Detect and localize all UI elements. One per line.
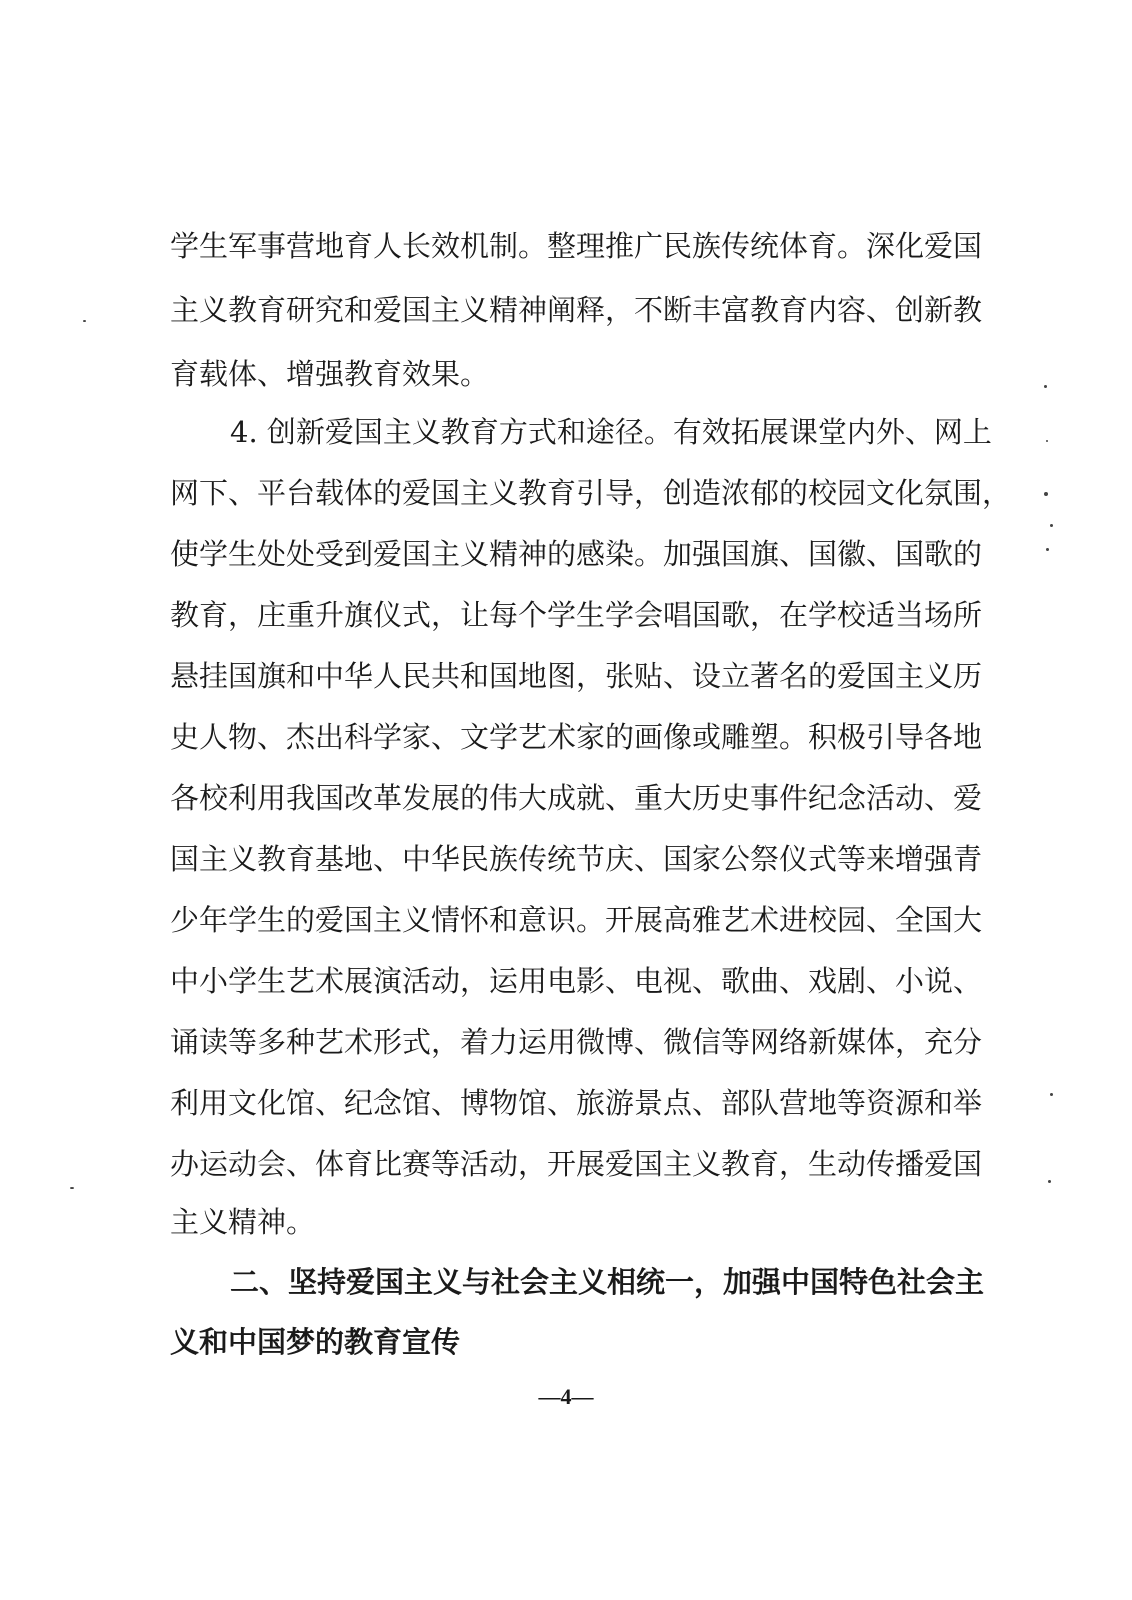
section-heading-line: 义和中国梦的教育宣传	[170, 1325, 461, 1359]
scan-speck	[1048, 1180, 1051, 1183]
scan-speck	[1046, 548, 1049, 551]
scan-speck	[1050, 1093, 1053, 1096]
page-number: —4—	[538, 1384, 594, 1409]
body-text-line: 办运动会、体育比赛等活动，开展爱国主义教育，生动传播爱国	[170, 1147, 983, 1181]
body-text-line: 史人物、杰出科学家、文学艺术家的画像或雕塑。积极引导各地	[170, 720, 983, 754]
scan-speck	[1050, 524, 1053, 527]
scan-speck	[1046, 440, 1048, 442]
body-text-line: 使学生处处受到爱国主义精神的感染。加强国旗、国徽、国歌的	[170, 537, 983, 571]
body-text-line: 中小学生艺术展演活动，运用电影、电视、歌曲、戏剧、小说、	[170, 964, 983, 998]
body-text-line: 各校利用我国改革发展的伟大成就、重大历史事件纪念活动、爱	[170, 781, 983, 815]
body-text-line: 诵读等多种艺术形式，着力运用微博、微信等网络新媒体，充分	[170, 1025, 983, 1059]
scan-speck	[83, 320, 86, 322]
scan-speck	[1044, 385, 1047, 388]
body-text-line: 主义教育研究和爱国主义精神阐释，不断丰富教育内容、创新教	[170, 293, 983, 327]
body-text-line: 主义精神。	[170, 1205, 316, 1239]
body-text-line: 育载体、增强教育效果。	[170, 357, 490, 391]
scan-speck	[1044, 492, 1048, 496]
body-text-line: 国主义教育基地、中华民族传统节庆、国家公祭仪式等来增强青	[170, 842, 983, 876]
body-text-line: 利用文化馆、纪念馆、博物馆、旅游景点、部队营地等资源和举	[170, 1086, 983, 1120]
body-text-line: 学生军事营地育人长效机制。整理推广民族传统体育。深化爱国	[170, 229, 983, 263]
section-heading-line: 二、坚持爱国主义与社会主义相统一，加强中国特色社会主	[230, 1265, 985, 1299]
body-text-line: 悬挂国旗和中华人民共和国地图，张贴、设立著名的爱国主义历	[170, 659, 983, 693]
body-text-line: 教育，庄重升旗仪式，让每个学生学会唱国歌，在学校适当场所	[170, 598, 983, 632]
scan-speck	[70, 1187, 74, 1189]
body-text-line: 4. 创新爱国主义教育方式和途径。有效拓展课堂内外、网上	[230, 415, 992, 449]
body-text-line: 少年学生的爱国主义情怀和意识。开展高雅艺术进校园、全国大	[170, 903, 983, 937]
body-text-line: 网下、平台载体的爱国主义教育引导，创造浓郁的校园文化氛围，	[170, 476, 1012, 510]
